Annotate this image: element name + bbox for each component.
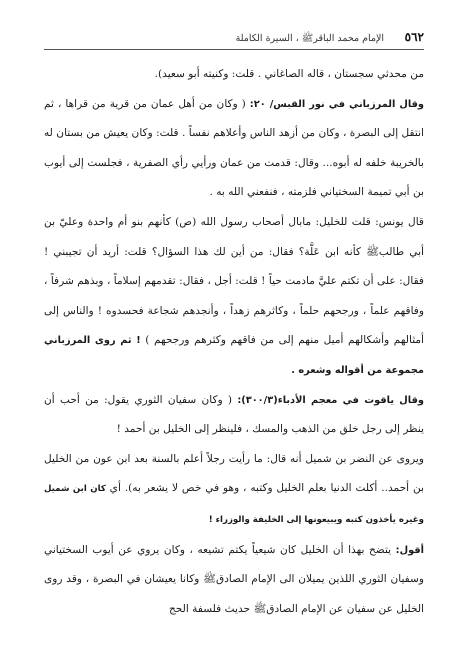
running-title: الإمام محمد الباقرﷺ ، السيرة الكاملة — [235, 33, 384, 44]
paragraph-4 — [44, 386, 424, 445]
paragraph-4-text: ( وكان سفيان الثوري يقول: من أحب أن ينظر إلى رجل خلق من الذهب والمسك ، فلينظر إلى الخليل بن أحمد ! — [44, 393, 424, 436]
paragraph-2 — [44, 90, 424, 208]
citation-yaqut: وقال ياقوت في معجم الأدباء(٣٠٠/٣): — [237, 394, 424, 406]
page-body — [44, 60, 424, 660]
page-number: ٥٦٢ — [404, 30, 424, 44]
paragraph-3-text: قال يونس: قلت للخليل: مابال أصحاب رسول الله (ص) كأنهم بنو أم واحدة وعليّ بن أبي طالبﷺ كأنه ابن عَلَّة؟ فقال: من أين لك هذا السؤال؟ قلت: أريد أن تجيبني ! فقال: على أن تكتم عليَّ مادمت حياً ! قلت: أجل ، فقال: تقدمهم إسلاماً ، وبذهم شرفاً ، وفاقهم علماً ، ورجحهم حلماً ، وكاثرهم زهداً ، وأنجدهم شجاعة فحسدوه ! والناس إلى أمثالهم وأشكالهم أميل منهم إلى من فاقهم وكثرهم ورجحهم ) — [44, 215, 425, 347]
citation-marzubani: وقال المرزباني في نور القبس/ ٢٠: — [249, 98, 425, 110]
header-rule — [44, 49, 424, 50]
author-comment-label: أقول: — [395, 544, 424, 556]
paragraph-5 — [44, 445, 424, 536]
paragraph-3 — [44, 208, 424, 386]
paragraph-2-text: ( وكان من أهل عمان من قرية من قراها ، ثم انتقل إلى البصرة ، وكان من أزهد الناس وأعلاهم نفساً . قلت: وكان يعيش من بستان له بالخريبة خلفه له أبوه... وقال: قدمت من عمان ورأيي رأي الصفرية ، فجلست إلى أيوب بن أبي تميمة السختياني فلزمته ، فنفعني الله به . — [44, 97, 424, 199]
paragraph-6 — [44, 536, 424, 625]
paragraph-5-text: ويروى عن النضر بن شميل أنه قال: ما رأيت رجلاً أعلم بالسنة بعد ابن عون من الخليل بن أحمد.. أكلت الدنيا بعلم الخليل وكتبه ، وهو في خص لا يشعر به). أي — [44, 452, 424, 495]
paragraph-1 — [44, 60, 424, 90]
paragraph-1-text: من محدثي سجستان ، قاله الصاغاني . قلت: وكنيته أبو سعيد). — [154, 68, 424, 80]
paragraph-5-note: كان ابن شميل وغيره يأخذون كتبه ويبيعونها إلى الخليفة والوزراء ! — [44, 484, 424, 525]
paragraph-3-bold-note: ! ثم روى المرزباني مجموعة من أقواله وشعره . — [44, 335, 424, 376]
paragraph-6-text: يتضح بهذا أن الخليل كان شيعياً يكتم تشيعه ، وكان يروي عن أيوب السختياني وسفيان الثوري اللذين يميلان الى الإمام الصادقﷺ وكانا يعيشان في البصرة ، وقد روى الخليل عن سفيان عن الإمام الصادقﷺ حديث فلسفة الحج — [44, 543, 424, 615]
page-header — [44, 30, 424, 48]
